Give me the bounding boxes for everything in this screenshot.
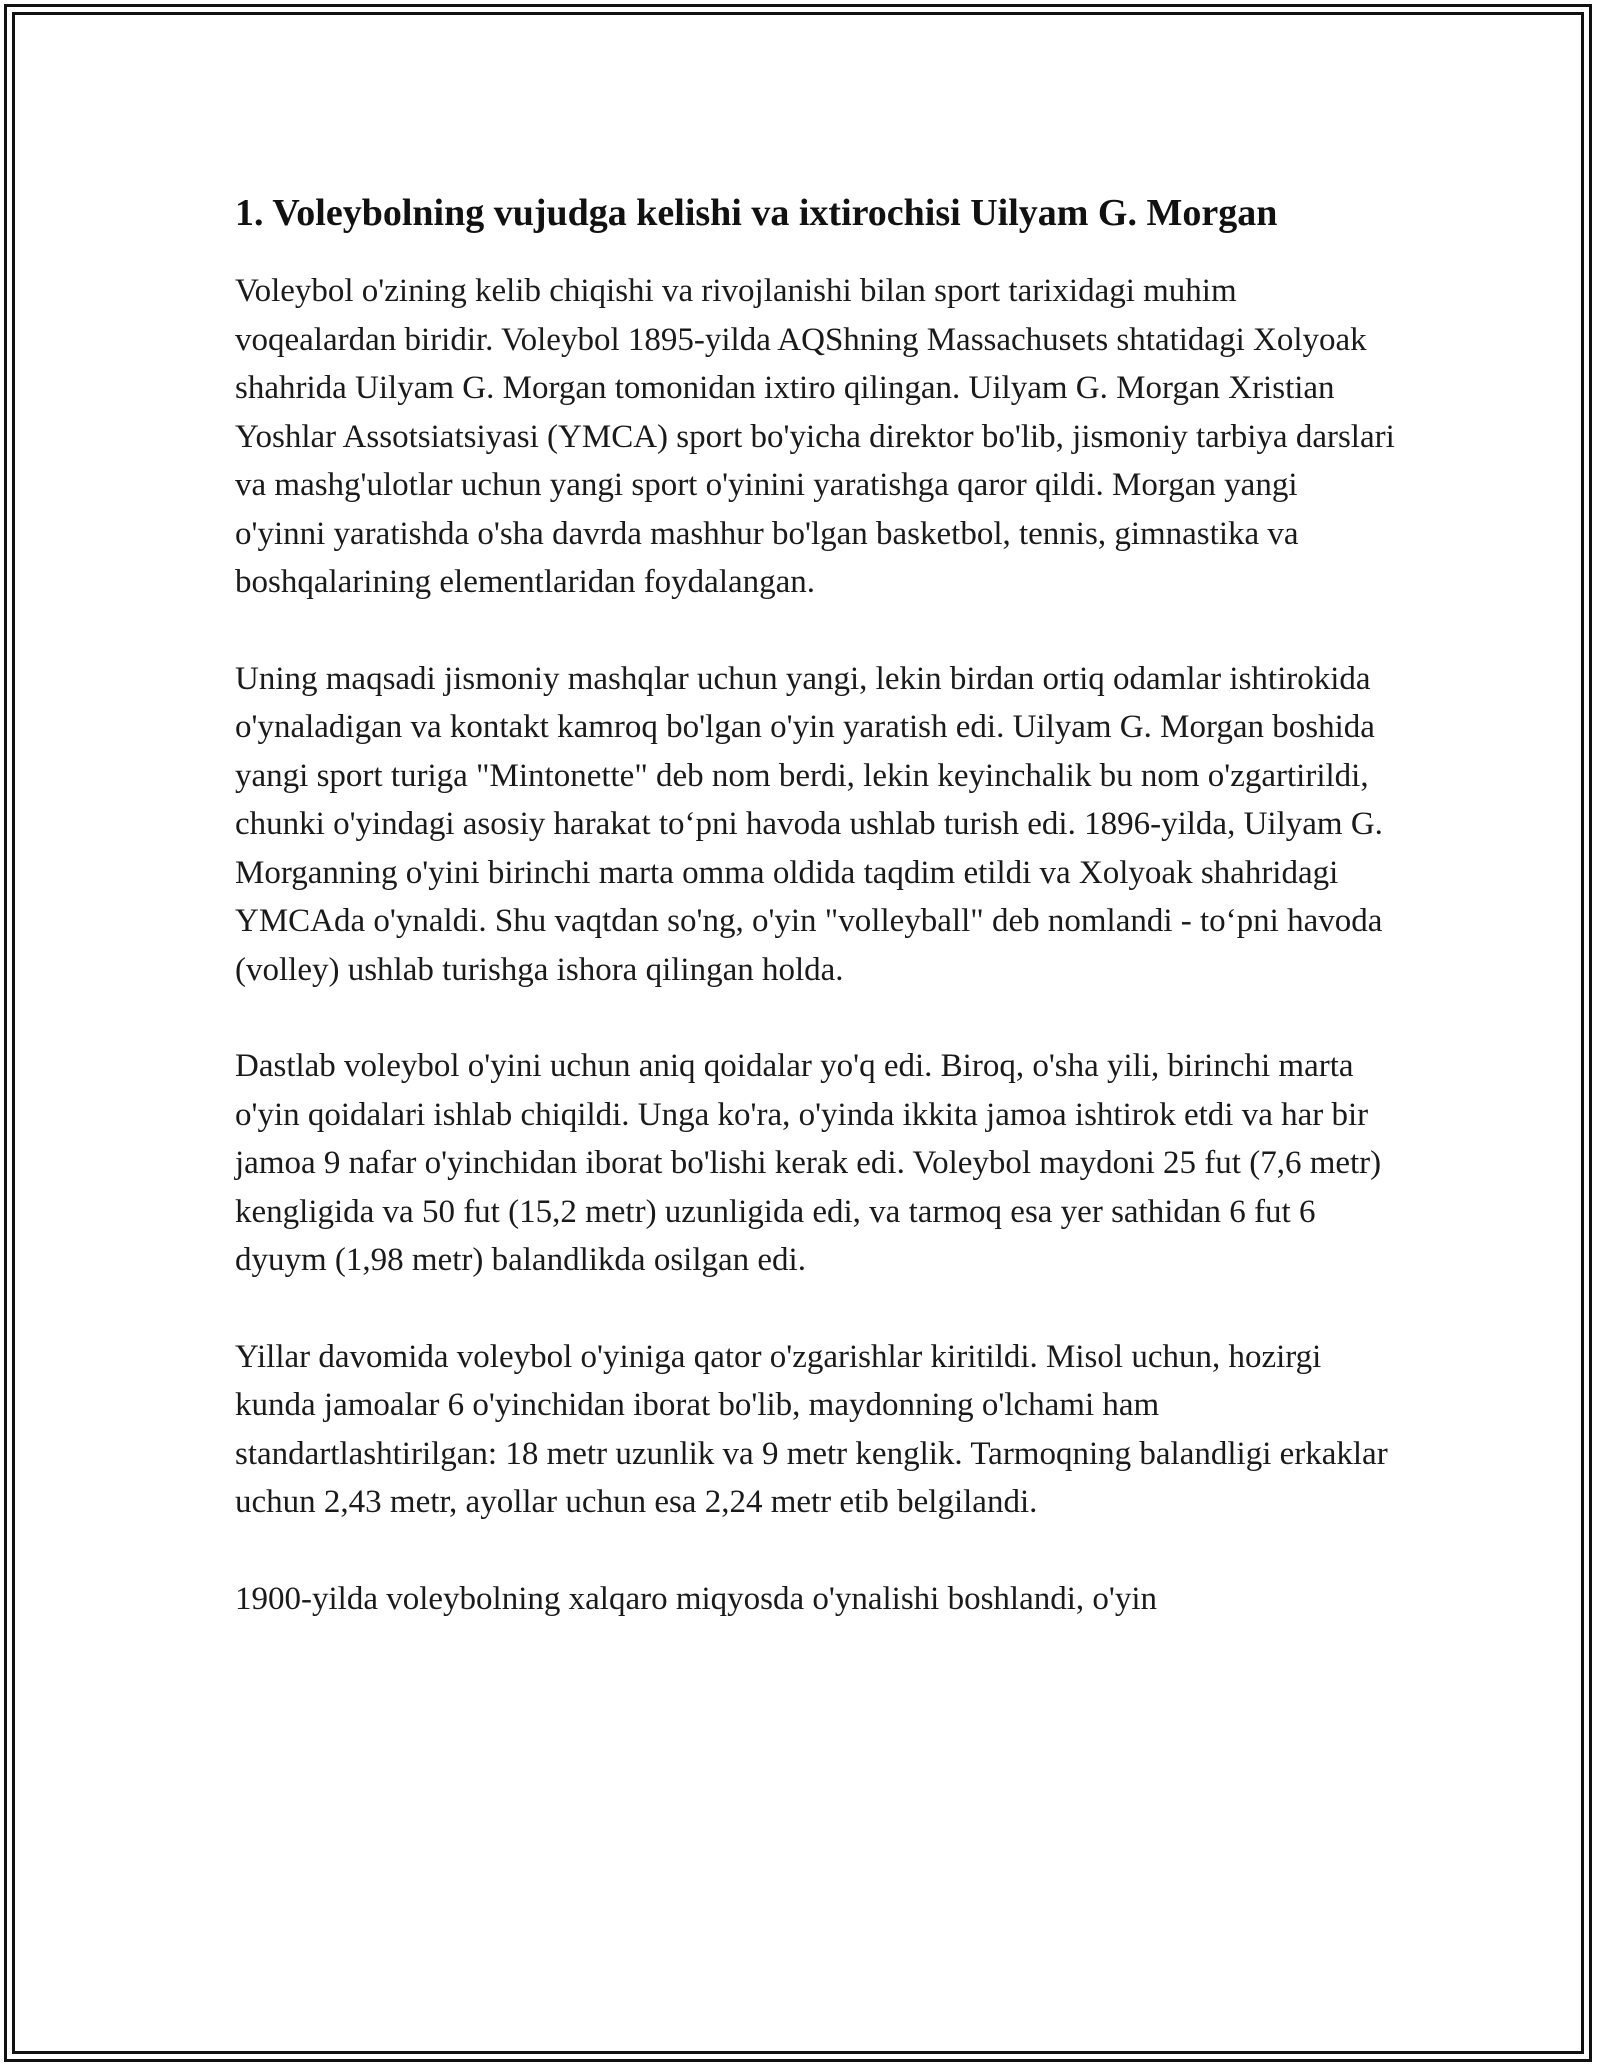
paragraph-early-rules: Dastlab voleybol o'yini uchun aniq qoidalar yo'q edi. Biroq, o'sha yili, birinchi marta o'yin qoidalari ishlab chiqildi. Unga ko'ra, o'yinda ikkita jamoa ishtirok etdi va har bir jamoa 9 nafar o'yinchidan iborat bo'lishi kerak edi. Voleybol maydoni 25 fut (7,6 metr) kengligida va 50 fut (15,2 metr) uzunligida edi, va tarmoq esa yer sathidan 6 fut 6 dyuym (1,98 metr) balandlikda osilgan edi. <box>235 1048 1382 1278</box>
section-heading: 1. Voleybolning vujudga kelishi va ixtirochisi Uilyam G. Morgan <box>235 192 1278 234</box>
paragraph-international: 1900-yilda voleybolning xalqaro miqyosda o'ynalishi boshlandi, o'yin <box>235 1580 1158 1617</box>
document-body <box>235 185 1395 1671</box>
paragraph-purpose: Uning maqsadi jismoniy mashqlar uchun yangi, lekin birdan ortiq odamlar ishtirokida o'ynaladigan va kontakt kamroq bo'lgan o'yin yaratish edi. Uilyam G. Morgan boshida yangi sport turiga "Mintonette" deb nom berdi, lekin keyinchalik bu nom o'zgartirildi, chunki o'yindagi asosiy harakat to‘pni havoda ushlab turish edi. 1896-yilda, Uilyam G. Morganning o'yini birinchi marta omma oldida taqdim etildi va Xolyoak shahridagi YMCAda o'ynaldi. Shu vaqtdan so'ng, o'yin "volleyball" deb nomlandi - to‘pni havoda (volley) ushlab turishga ishora qilingan holda. <box>235 660 1383 988</box>
paragraph-changes: Yillar davomida voleybol o'yiniga qator o'zgarishlar kiritildi. Misol uchun, hozirgi kunda jamoalar 6 o'yinchidan iborat bo'lib, maydonning o'lchami ham standartlashtirilgan: 18 metr uzunlik va 9 metr kenglik. Tarmoqning balandligi erkaklar uchun 2,43 metr, ayollar uchun esa 2,24 metr etib belgilandi. <box>235 1338 1388 1520</box>
paragraph-origin: Voleybol o'zining kelib chiqishi va rivojlanishi bilan sport tarixidagi muhim voqealardan biridir. Voleybol 1895-yilda AQShning Massachusets shtatidagi Xolyoak shahrida Uilyam G. Morgan tomonidan ixtiro qilingan. Uilyam G. Morgan Xristian Yoshlar Assotsiatsiyasi (YMCA) sport bo'yicha direktor bo'lib, jismoniy tarbiya darslari va mashg'ulotlar uchun yangi sport o'yinini yaratishga qaror qildi. Morgan yangi o'yinni yaratishda o'sha davrda mashhur bo'lgan basketbol, tennis, gimnastika va boshqalarining elementlaridan foydalangan. <box>235 273 1395 600</box>
